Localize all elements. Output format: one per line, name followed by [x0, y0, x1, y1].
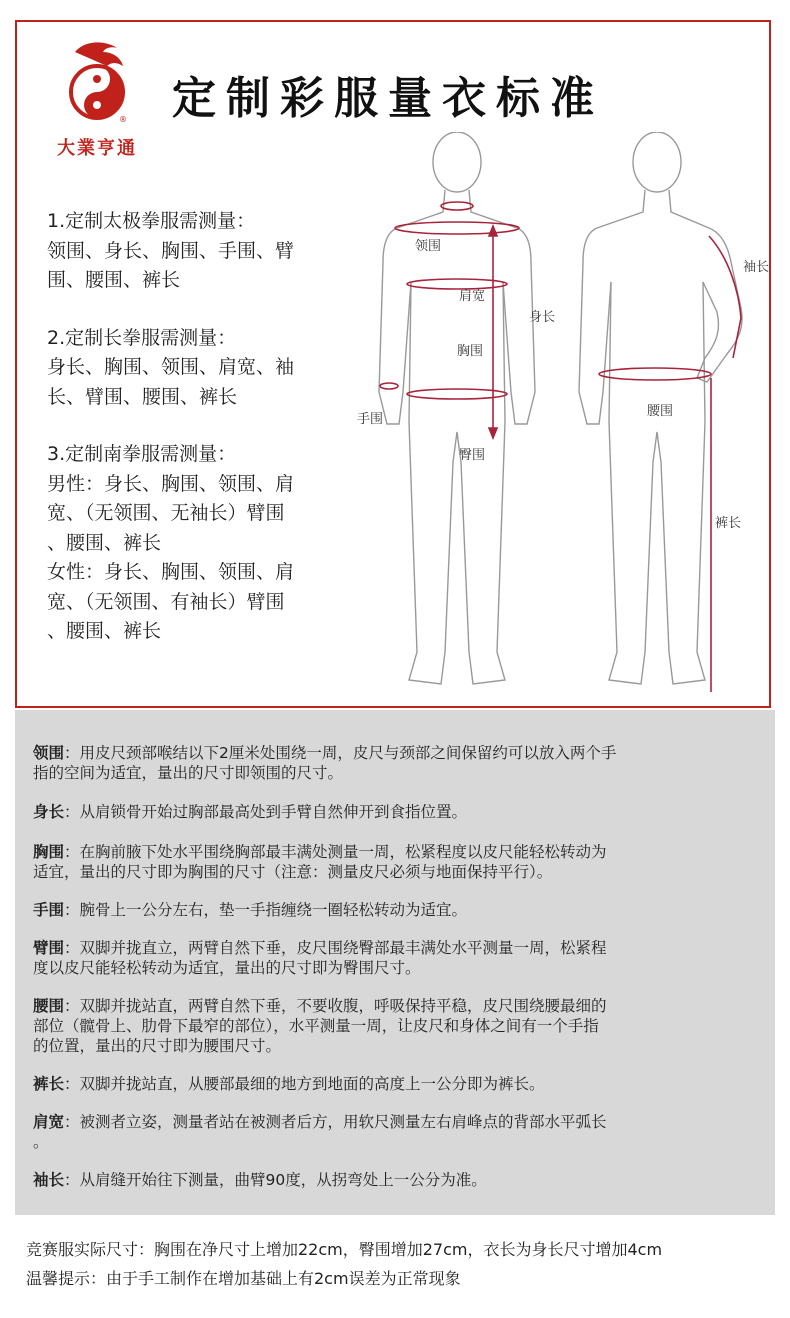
label-hand: 手围: [357, 412, 384, 427]
label-shoulder: 肩宽: [459, 289, 486, 304]
label-sleeve: 袖长: [743, 260, 770, 275]
definitions-panel: [15, 710, 775, 1215]
requirement-item: 2.定制长拳服需测量： 身长、胸围、领围、肩宽、袖 长、臂围、腰围、裤长: [47, 326, 295, 408]
definition-collar: 领围：用皮尺颈部喉结以下2厘米处围绕一周，皮尺与颈部之间保留约可以放入两个手 指的空间为适宜，量出的尺寸即领围的尺寸。: [33, 744, 617, 782]
label-waist: 腰围: [647, 404, 674, 419]
requirement-item: 1.定制太极拳服需测量： 领围、身长、胸围、手围、臂 围、腰围、裤长: [47, 210, 295, 291]
definition-hip: 臂围：双脚并拢直立，两臂自然下垂，皮尺围绕臀部最丰满处水平测量一周，松紧程 度以皮尺能轻松转动为适宜，量出的尺寸即为臀围尺寸。: [33, 939, 607, 977]
definition-sleeve: 袖长：从肩缝开始往下测量，曲臂90度，从拐弯处上一公分为准。: [33, 1171, 487, 1189]
brand-name: 大業亨通: [57, 138, 137, 159]
dragon-taiji-icon: [65, 38, 129, 128]
definition-waist: 腰围：双脚并拢站直，两臂自然下垂，不要收腹，呼吸保持平稳，皮尺围绕腰最细的 部位（髋骨上、肋骨下最窄的部位），水平测量一周，让皮尺和身体之间有一个手指 的位置，量出的尺寸即为腰围尺寸。: [33, 997, 607, 1055]
measurement-diagram: [357, 132, 777, 707]
label-collar: 领围: [415, 239, 442, 254]
brand-logo: [37, 38, 157, 166]
label-chest: 胸围: [457, 344, 484, 359]
page-title: 定制彩服量衣标准: [172, 73, 604, 124]
size-chart-panel: [15, 20, 771, 708]
definition-pants: 裤长：双脚并拢站直，从腰部最细的地方到地面的高度上一公分即为裤长。: [33, 1075, 545, 1093]
definition-chest: 胸围：在胸前腋下处水平围绕胸部最丰满处测量一周，松紧程度以皮尺能轻松转动为 适宜，量出的尺寸即为胸围的尺寸（注意：测量皮尺必须与地面保持平行）。: [33, 843, 607, 881]
footer-tip: 温馨提示：由于手工制作在增加基础上有2cm误差为正常现象: [26, 1269, 461, 1288]
definition-hand: 手围：腕骨上一公分左右，垫一手指缠绕一圈轻松转动为适宜。: [33, 901, 468, 919]
body-outline-figures: [357, 132, 777, 707]
label-hip: 臀围: [459, 448, 486, 463]
definition-body-length: 身长：从肩锁骨开始过胸部最高处到手臂自然伸开到食指位置。: [33, 803, 468, 821]
definition-shoulder: 肩宽：被测者立姿，测量者站在被测者后方，用软尺测量左右肩峰点的背部水平弧长 。: [33, 1113, 607, 1151]
svg-text:®: ®: [119, 115, 127, 124]
requirements-list: [47, 207, 347, 675]
label-pants: 裤长: [715, 516, 742, 531]
footer-actual-size: 竞赛服实际尺寸：胸围在净尺寸上增加22cm，臀围增加27cm，衣长为身长尺寸增加4cm: [26, 1240, 663, 1259]
requirement-item: 3.定制南拳服需测量： 男性：身长、胸围、领围、肩 宽、（无领围、无袖长）臂围 、腰围、裤长 女性：身长、胸围、领围、肩 宽、（无领围、有袖长）臂围 、腰围、裤长: [47, 443, 295, 642]
label-body-length: 身长: [529, 310, 556, 325]
